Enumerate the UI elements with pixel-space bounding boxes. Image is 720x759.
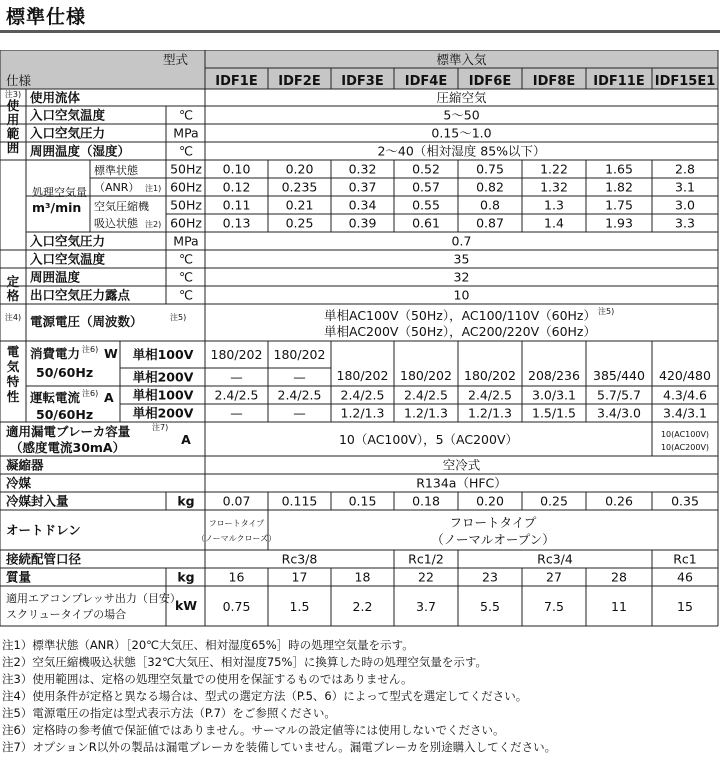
compressor-unit: kW <box>174 598 198 613</box>
port-value: Rc3/8 <box>281 551 318 567</box>
breaker-unit: A <box>181 432 191 447</box>
comp-label: 空気圧縮機 <box>94 200 149 213</box>
r_ambient-label: 周囲温度 <box>30 269 81 285</box>
r_inlet_temp-unit: ℃ <box>178 251 194 267</box>
port-value: Rc1 <box>673 551 697 567</box>
voltage-note: 注5) <box>170 313 187 322</box>
r_inlet_temp-value: 35 <box>453 251 470 267</box>
footnotes <box>2 637 718 756</box>
r_inlet_press-unit: MPa <box>173 233 199 249</box>
model-IDF1E: IDF1E <box>215 74 258 89</box>
compressor-value: 11 <box>611 599 627 614</box>
std-note: 注1) <box>145 184 162 193</box>
refrigerant-label: 冷媒 <box>6 475 32 491</box>
compressor-value: 7.5 <box>544 599 564 614</box>
comp-note: 注2) <box>145 220 162 229</box>
ambient-label: 周囲温度（湿度） <box>30 143 131 159</box>
r_inlet_temp-label: 入口空気温度 <box>30 251 106 267</box>
drain-rest1: フロートタイプ <box>449 515 537 530</box>
charge-value: 0.35 <box>671 493 699 509</box>
section-rated-char: 定 <box>6 274 20 289</box>
mass-value: 28 <box>611 569 627 585</box>
capacity-unit: m³/min <box>32 200 82 215</box>
section-elec-char: 電 <box>6 344 20 359</box>
dewpoint-unit: ℃ <box>178 287 194 303</box>
compressor-value: 3.7 <box>416 599 436 614</box>
current-100v: 単相100V <box>132 387 194 403</box>
voltage-line1-note: 注5) <box>598 307 615 316</box>
section-usage-char: 囲 <box>6 140 20 155</box>
comp_60-value: 0.39 <box>348 215 377 231</box>
usage-note: 注3) <box>4 90 22 99</box>
r_inlet_press-value: 0.7 <box>451 233 472 249</box>
charge-unit: kg <box>177 493 195 509</box>
footnote-7: 注7）オプションR以外の製品は漏電ブレーカを装備していません。漏電ブレーカを別途購入してください。 <box>2 740 557 754</box>
inlet_press-label: 入口空気圧力 <box>30 125 106 141</box>
r_inlet_press-label: 入口空気圧力 <box>30 233 106 249</box>
compressor-value: 15 <box>677 599 693 614</box>
comp_60-value: 1.93 <box>605 215 633 231</box>
compressor-value: 0.75 <box>222 599 251 614</box>
voltage-line2: 単相AC200V（50Hz），AC200/220V（60Hz） <box>324 324 596 339</box>
model-IDF11E: IDF11E <box>593 74 645 89</box>
std_60-hz: 60Hz <box>170 179 202 195</box>
charge-value: 0.20 <box>476 493 504 509</box>
comp_50-value: 0.11 <box>222 197 251 213</box>
power-200-value: — <box>293 369 306 385</box>
charge-value: 0.25 <box>540 493 568 509</box>
power-100-value: 180/202 <box>273 347 326 362</box>
mass-value: 16 <box>228 569 245 585</box>
mass-value: 22 <box>418 569 434 585</box>
comp_50-value: 1.3 <box>544 197 564 213</box>
ambient-unit: ℃ <box>178 143 194 159</box>
current-200-value: — <box>293 405 306 421</box>
footnote-1: 注1）標準状態（ANR）［20℃大気圧、相対湿度65%］時の処理空気量を示す。 <box>2 638 414 652</box>
section-rated-char: 格 <box>6 288 20 303</box>
rated-note: 注4) <box>4 313 22 322</box>
charge-label: 冷媒封入量 <box>6 493 69 509</box>
current-hz: 50/60Hz <box>36 407 94 422</box>
current-200-value: 3.4/3.0 <box>597 405 641 421</box>
comp_60-value: 1.4 <box>544 215 564 231</box>
std_60-value: 0.37 <box>348 179 377 195</box>
current-200-value: 1.2/1.3 <box>468 405 512 421</box>
comp_60-value: 0.87 <box>476 215 504 231</box>
port-value: Rc1/2 <box>408 551 444 567</box>
dewpoint-label: 出口空気圧力露点 <box>30 287 131 303</box>
comp_50-value: 0.34 <box>348 197 377 213</box>
compressor-value: 1.5 <box>289 599 310 614</box>
mass-value: 17 <box>291 569 308 585</box>
std_60-value: 0.235 <box>281 179 318 195</box>
breaker-last2: 10(AC200V) <box>660 443 710 452</box>
spec-table <box>0 50 720 630</box>
inlet_temp-value: 5〜50 <box>443 107 480 123</box>
comp_60-value: 0.25 <box>285 215 314 231</box>
current-100-value: 2.4/2.5 <box>277 387 322 403</box>
section-usage-char: 用 <box>6 112 20 127</box>
comp_50-value: 1.75 <box>605 197 633 213</box>
comp_60-value: 0.61 <box>412 215 440 231</box>
std_50-value: 0.10 <box>222 161 251 177</box>
breaker-value: 10（AC100V），5（AC200V） <box>338 432 519 447</box>
std_60-value: 0.82 <box>476 179 504 195</box>
breaker-sub: （感度電流30mA） <box>10 440 126 455</box>
std_50-value: 1.65 <box>605 161 633 177</box>
compressor-label: 適用エアコンプレッサ出力（目安） <box>6 592 181 605</box>
comp_50-value: 3.0 <box>675 197 695 213</box>
power-merged-value: 180/202 <box>336 368 389 383</box>
current-100-value: 2.4/2.5 <box>214 387 259 403</box>
breaker-last1: 10(AC100V) <box>660 430 710 439</box>
compressor-value: 2.2 <box>352 599 373 614</box>
comp_50-hz: 50Hz <box>170 197 202 213</box>
charge-value: 0.15 <box>348 493 377 509</box>
std_50-value: 0.52 <box>412 161 440 177</box>
current-200-value: 3.4/3.1 <box>663 405 707 421</box>
inlet_temp-label: 入口空気温度 <box>30 107 106 123</box>
charge-value: 0.26 <box>605 493 633 509</box>
comp_60-hz: 60Hz <box>170 215 202 231</box>
page-header <box>0 0 720 32</box>
section-elec-char: 気 <box>6 359 20 374</box>
fluid-value: 圧縮空気 <box>436 90 487 105</box>
std-label: 標準状態 <box>94 164 138 177</box>
power-merged-value: 180/202 <box>464 368 516 383</box>
current-note: 注6) <box>82 389 99 398</box>
power-merged-value: 208/236 <box>528 368 580 383</box>
current-100-value: 4.3/4.6 <box>663 387 707 403</box>
power-100-value: 180/202 <box>210 347 263 362</box>
condenser-label: 凝縮器 <box>6 457 44 473</box>
current-100-value: 2.4/2.5 <box>340 387 385 403</box>
footnote-5: 注5）電源電圧の指定は型式表示方法（P.7）をご参照ください。 <box>2 706 336 720</box>
fluid-label: 使用流体 <box>30 90 81 105</box>
mass-value: 18 <box>354 569 371 585</box>
breaker-note: 注7) <box>152 423 169 432</box>
charge-value: 0.18 <box>412 493 440 509</box>
footnote-2: 注2）空気圧縮機吸込状態［32℃大気圧、相対湿度75%］に換算した時の処理空気量を示す。 <box>2 655 488 669</box>
port-label: 接続配管口径 <box>6 551 82 567</box>
spec-label: 仕様 <box>6 73 32 88</box>
std_60-value: 3.1 <box>675 179 695 195</box>
voltage-label: 電源電圧（周波数） <box>30 314 143 329</box>
compressor-value: 5.5 <box>480 599 500 614</box>
power-merged-value: 385/440 <box>593 368 645 383</box>
current-200-value: — <box>230 405 243 421</box>
section-usage-char: 使 <box>6 98 20 113</box>
comp_60-value: 3.3 <box>675 215 695 231</box>
current-200v: 単相200V <box>132 405 194 421</box>
section-usage-char: 範 <box>6 126 20 141</box>
drain-rest2: （ノーマルオープン） <box>431 532 555 547</box>
inlet_press-unit: MPa <box>173 125 199 141</box>
std_50-value: 0.75 <box>476 161 504 177</box>
capacity-label: 処理空気量 <box>32 186 87 199</box>
std_50-value: 0.20 <box>285 161 314 177</box>
comp_50-value: 0.55 <box>412 197 440 213</box>
comp_50-value: 0.21 <box>285 197 314 213</box>
mass-value: 46 <box>677 569 693 585</box>
header-rule <box>0 30 720 33</box>
mass-unit: kg <box>177 569 195 585</box>
current-100-value: 2.4/2.5 <box>468 387 512 403</box>
comp_50-value: 0.8 <box>480 197 500 213</box>
refrigerant-value: R134a（HFC） <box>416 475 507 491</box>
port-value: Rc3/4 <box>537 551 573 567</box>
drain-first2: （ノーマルクローズ） <box>196 534 277 543</box>
power-note: 注6) <box>82 345 99 354</box>
inlet_press-value: 0.15〜1.0 <box>431 125 492 141</box>
compressor-sub: スクリュータイプの場合 <box>6 608 127 621</box>
power-hz: 50/60Hz <box>36 365 94 380</box>
current-100-value: 5.7/5.7 <box>597 387 641 403</box>
footnote-6: 注6）定格時の参考値で保証値ではありません。サーマルの設定値等には使用しないでください。 <box>2 723 505 737</box>
breaker-label: 適用漏電ブレーカ容量 <box>6 424 131 439</box>
std_60-value: 0.57 <box>412 179 440 195</box>
std_50-value: 0.32 <box>348 161 377 177</box>
current-200-value: 1.2/1.3 <box>404 405 448 421</box>
footnote-4: 注4）使用条件が定格と異なる場合は、型式の選定方法（P.5、6）によって型式を選定してください。 <box>2 689 528 703</box>
std_50-value: 1.22 <box>540 161 568 177</box>
charge-value: 0.07 <box>222 493 251 509</box>
model-IDF2E: IDF2E <box>278 74 321 89</box>
mass-label: 質量 <box>6 569 32 585</box>
current-200-value: 1.2/1.3 <box>340 405 385 421</box>
std_60-value: 0.12 <box>222 179 251 195</box>
current-100-value: 2.4/2.5 <box>404 387 448 403</box>
std_60-value: 1.82 <box>605 179 633 195</box>
r_ambient-unit: ℃ <box>178 269 194 285</box>
power-100v: 単相100V <box>132 347 194 362</box>
std_60-value: 1.32 <box>540 179 568 195</box>
std-label-2: （ANR） <box>94 181 140 194</box>
section-elec-char: 性 <box>6 389 20 404</box>
current-label: 運転電流 <box>30 390 81 405</box>
std_50-hz: 50Hz <box>170 161 202 177</box>
r_ambient-value: 32 <box>453 269 470 285</box>
comp_60-value: 0.13 <box>222 215 251 231</box>
voltage-line1: 単相AC100V（50Hz），AC100/110V（60Hz） <box>324 308 596 323</box>
model-IDF6E: IDF6E <box>468 74 512 89</box>
mass-value: 27 <box>546 569 562 585</box>
power-200-value: — <box>230 369 243 385</box>
power-unit: W <box>104 346 118 361</box>
power-200v: 単相200V <box>132 369 194 385</box>
drain-label: オートドレン <box>6 522 81 538</box>
model-IDF8E: IDF8E <box>532 74 576 89</box>
inlet_temp-unit: ℃ <box>178 107 194 123</box>
page-title: 標準仕様 <box>6 6 87 28</box>
model-IDF4E: IDF4E <box>404 74 448 89</box>
group-label: 標準入気 <box>436 52 487 67</box>
charge-value: 0.115 <box>281 493 318 509</box>
dewpoint-value: 10 <box>453 287 470 303</box>
condenser-value: 空冷式 <box>442 457 481 473</box>
power-merged-value: 420/480 <box>659 368 711 383</box>
model-IDF3E: IDF3E <box>341 74 384 89</box>
ambient-value: 2〜40（相対湿度 85%以下） <box>377 143 546 159</box>
mass-value: 23 <box>482 569 498 585</box>
footnote-3: 注3）使用範囲は、定格の処理空気量での使用を保証するものではありません。 <box>2 672 413 686</box>
drain-first1: フロートタイプ <box>208 519 265 528</box>
current-100-value: 3.0/3.1 <box>532 387 576 403</box>
model-IDF15E1: IDF15E1 <box>654 74 716 89</box>
power-merged-value: 180/202 <box>400 368 452 383</box>
type-label: 型式 <box>162 52 188 67</box>
current-200-value: 1.5/1.5 <box>532 405 576 421</box>
power-label: 消費電力 <box>30 346 81 361</box>
std_50-value: 2.8 <box>675 161 695 177</box>
current-unit: A <box>104 390 114 405</box>
comp-label-2: 吸込状態 <box>94 217 138 230</box>
section-elec-char: 特 <box>6 374 20 389</box>
